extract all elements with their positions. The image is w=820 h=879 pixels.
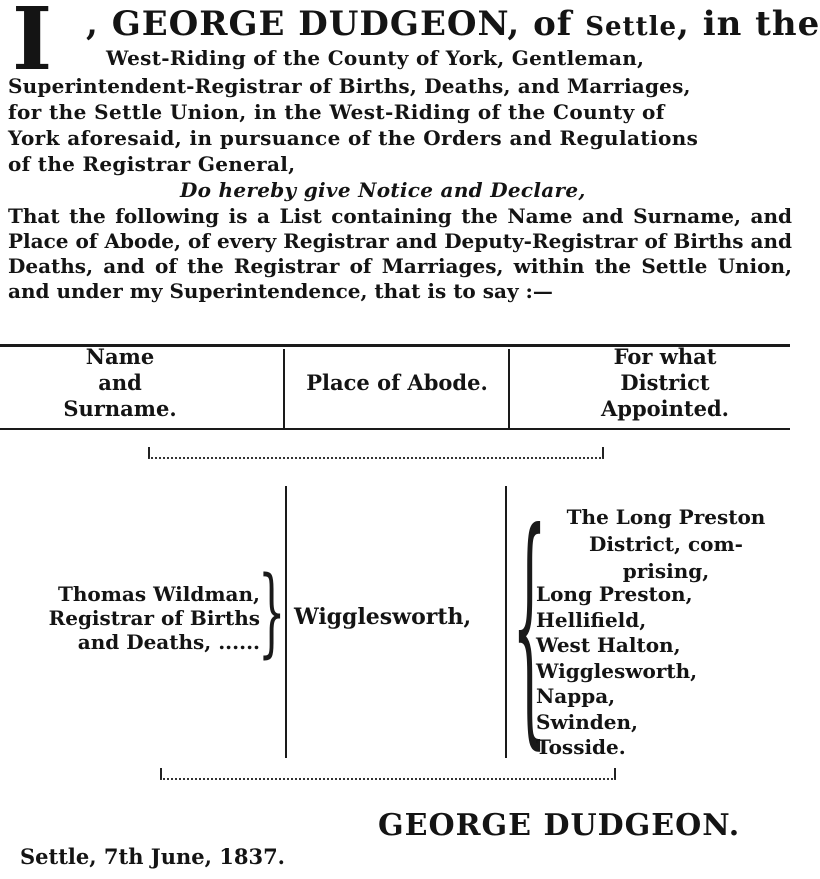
entry-abode: Wigglesworth,: [294, 604, 472, 630]
entry-name-line: Thomas Wildman,: [57, 582, 260, 606]
notice-line-5: of the Registrar General,: [8, 152, 296, 176]
column-divider: [285, 486, 287, 758]
dotted-separator: [160, 768, 616, 780]
drop-cap: I: [12, 0, 53, 90]
heading-comma: ,: [86, 4, 99, 44]
header-name: [20, 344, 220, 422]
header-district-line: District: [620, 370, 710, 395]
header-divider: [283, 349, 285, 429]
district-place: Wigglesworth,: [536, 658, 698, 683]
header-district-line: For what: [613, 344, 717, 369]
header-name-line: Name: [85, 344, 155, 369]
district-place: Hellifield,: [536, 607, 647, 632]
header-district: [540, 344, 790, 422]
district-place: Long Preston,: [536, 582, 693, 606]
notice-line-3: for the Settle Union, in the West-Riding of the County of: [8, 100, 665, 124]
heading-of: of: [533, 4, 573, 44]
column-divider: [505, 486, 507, 758]
table-header-rule: [0, 428, 790, 430]
heading-in-the: in the: [702, 4, 820, 44]
dateline: Settle, 7th June, 1837.: [20, 844, 285, 869]
header-name-line: and: [98, 370, 142, 395]
left-brace: {: [512, 479, 547, 770]
notice-heading: [86, 4, 820, 44]
header-district-line: Appointed.: [601, 396, 729, 421]
dotted-separator: [148, 447, 604, 459]
district-place: Swinden,: [536, 709, 639, 734]
header-abode: Place of Abode.: [306, 370, 488, 395]
district-heading-line: prising,: [622, 559, 710, 583]
heading-place-comma: ,: [677, 4, 690, 44]
district-place: Nappa,: [536, 684, 616, 708]
entry-name-line: Registrar of Births: [48, 606, 260, 630]
notice-line-4: York aforesaid, in pursuance of the Orders and Regulations: [8, 126, 699, 150]
notice-line-2: Superintendent-Registrar of Births, Deaths, and Marriages,: [8, 74, 691, 98]
declaration: Do hereby give Notice and Declare,: [180, 178, 586, 202]
heading-place: Settle: [585, 12, 677, 42]
entry-name-line: and Deaths, ......: [77, 630, 260, 654]
registrar-name: GEORGE DUDGEON,: [111, 4, 521, 44]
district-heading-line: District, com-: [589, 532, 743, 556]
district-places: [536, 582, 697, 761]
right-brace: }: [258, 556, 286, 668]
header-name-line: Surname.: [63, 396, 177, 421]
entry-registrar: [4, 582, 260, 654]
district-heading: [536, 504, 796, 585]
notice-paragraph: That the following is a List containing the Name and Surname, and Place of Abode, of every Registrar and Deputy-Registrar of Births and Deaths, and of the Registrar of Marriages, within the Settle Union, and under my Superintendence, that is to say :—: [8, 204, 792, 303]
district-place: West Halton,: [536, 633, 681, 657]
header-divider: [508, 349, 510, 429]
district-heading-line: The Long Preston: [566, 505, 766, 529]
notice-line-1: West-Riding of the County of York, Gentleman,: [106, 46, 645, 70]
district-place: Tosside.: [536, 735, 626, 759]
signature: GEORGE DUDGEON.: [378, 808, 741, 843]
